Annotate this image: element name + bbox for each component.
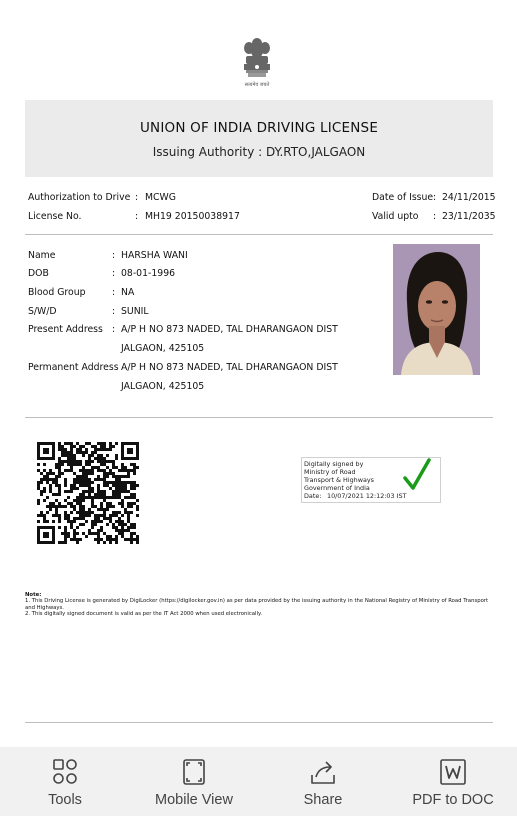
mobile-view-label: Mobile View bbox=[155, 792, 233, 808]
signature-line: Transport & Highways bbox=[304, 476, 374, 484]
valid-upto-value: 23/11/2035 bbox=[442, 211, 496, 222]
permanent-address-line2: JALGAON, 425105 bbox=[121, 381, 205, 392]
holder-photo bbox=[393, 244, 480, 375]
signature-date-label: Date: bbox=[304, 492, 322, 500]
auth-to-drive-value: MCWG bbox=[145, 192, 176, 203]
colon: : bbox=[112, 250, 116, 261]
mobile-view-icon bbox=[179, 757, 209, 787]
signature-line: Digitally signed by bbox=[304, 460, 364, 468]
checkmark-icon bbox=[402, 458, 432, 492]
pdf-to-doc-button[interactable] bbox=[403, 747, 503, 816]
license-no-value: MH19 20150038917 bbox=[145, 211, 240, 222]
colon: : bbox=[135, 192, 139, 203]
tools-icon bbox=[50, 757, 80, 787]
title-band bbox=[25, 100, 493, 177]
auth-to-drive-label: Authorization to Drive bbox=[28, 192, 131, 203]
note-title: Note: bbox=[25, 592, 42, 598]
blood-group-label: Blood Group bbox=[28, 287, 86, 298]
divider bbox=[25, 417, 493, 418]
dob-value: 08-01-1996 bbox=[121, 268, 176, 279]
swd-label: S/W/D bbox=[28, 306, 57, 317]
blood-group-value: NA bbox=[121, 287, 135, 298]
mobile-view-button[interactable] bbox=[140, 747, 248, 816]
tools-label: Tools bbox=[48, 792, 82, 808]
present-address-line2: JALGAON, 425105 bbox=[121, 343, 205, 354]
colon: : bbox=[433, 211, 437, 222]
share-button[interactable] bbox=[283, 747, 363, 816]
note-item: 2. This digitally signed document is valid as per the IT Act 2000 when used electronically. bbox=[25, 611, 263, 618]
digital-signature-box bbox=[301, 457, 441, 503]
dob-label: DOB bbox=[28, 268, 49, 279]
word-document-icon bbox=[438, 757, 468, 787]
valid-upto-label: Valid upto bbox=[372, 211, 419, 222]
divider bbox=[25, 722, 493, 723]
note-item: 1. This Driving License is generated by DigiLocker (https://digilocker.gov.in) as per data provided by the issuing authority in the National Registry of Ministry of Road Transport and Highways. bbox=[25, 598, 489, 611]
colon: : bbox=[433, 192, 437, 203]
colon: : bbox=[112, 324, 116, 335]
signature-line: Government of India bbox=[304, 484, 370, 492]
document-title: UNION OF INDIA DRIVING LICENSE bbox=[139, 120, 379, 136]
colon: : bbox=[112, 306, 116, 317]
permanent-address-label: Permanent Address bbox=[28, 362, 119, 373]
issuing-authority: Issuing Authority : DY.RTO,JALGAON bbox=[152, 145, 366, 159]
present-address-line1: A/P H NO 873 NADED, TAL DHARANGAON DIST bbox=[121, 324, 338, 335]
share-icon bbox=[308, 757, 338, 787]
present-address-label: Present Address bbox=[28, 324, 103, 335]
signature-date-value: 10/07/2021 12:12:03 IST bbox=[327, 492, 407, 500]
signature-line: Ministry of Road bbox=[304, 468, 356, 476]
swd-value: SUNIL bbox=[121, 306, 149, 317]
tools-button[interactable] bbox=[22, 747, 108, 816]
license-no-label: License No. bbox=[28, 211, 82, 222]
name-label: Name bbox=[28, 250, 56, 261]
date-of-issue-label: Date of Issue bbox=[372, 192, 434, 203]
pdf-to-doc-label: PDF to DOC bbox=[412, 792, 494, 808]
note-section bbox=[25, 592, 495, 618]
bottom-toolbar bbox=[0, 747, 517, 816]
colon: : bbox=[135, 211, 139, 222]
emblem-motto: सत्यमेव जयते bbox=[244, 82, 270, 88]
colon: : bbox=[112, 268, 116, 279]
share-label: Share bbox=[303, 792, 343, 808]
date-of-issue-value: 24/11/2015 bbox=[442, 192, 496, 203]
permanent-address-line1: A/P H NO 873 NADED, TAL DHARANGAON DIST bbox=[121, 362, 338, 373]
colon: : bbox=[112, 287, 116, 298]
qr-code bbox=[37, 442, 139, 544]
divider bbox=[25, 234, 493, 235]
name-value: HARSHA WANI bbox=[121, 250, 188, 261]
